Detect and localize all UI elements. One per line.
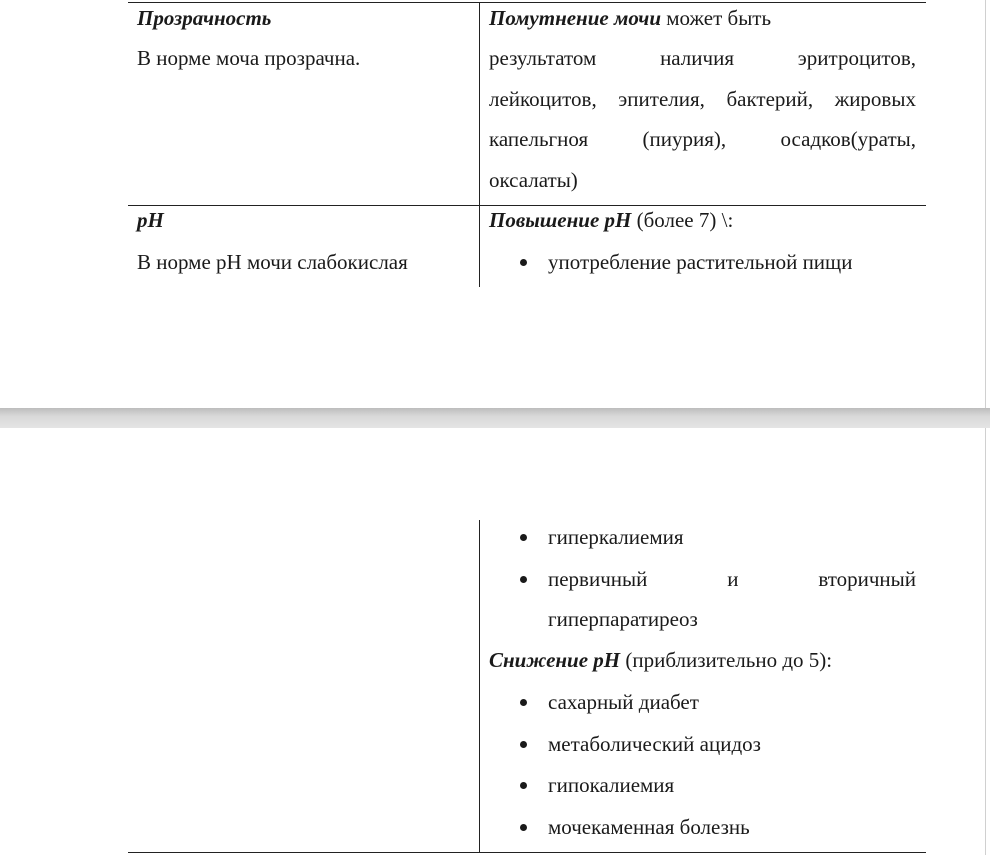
ph-decrease-item: сахарный диабет (548, 690, 699, 714)
ph-increase-heading (489, 210, 733, 231)
table-column-divider (479, 2, 480, 287)
bullet-icon (520, 824, 527, 831)
ph-decrease-heading (489, 650, 832, 671)
word: вторичный (818, 567, 916, 591)
word: лейкоцитов, (489, 87, 597, 111)
bullet-icon (520, 534, 527, 541)
cloudy-urine-heading (489, 8, 771, 29)
ph-decrease-item: гипокалиемия (548, 773, 675, 797)
word: наличия (660, 46, 734, 70)
row-transparency-title: Прозрачность (137, 6, 272, 30)
word: (пиурия), (642, 127, 727, 151)
ph-increase-rest: (более 7) \: (631, 208, 734, 232)
ph-decrease-item: метаболический ацидоз (548, 732, 761, 756)
document-page-1 (0, 0, 986, 408)
table-column-divider (479, 520, 480, 852)
word: жировых (834, 87, 916, 111)
word: первичный (548, 567, 648, 591)
cloudy-urine-line-2 (489, 89, 916, 110)
bullet-icon (520, 576, 527, 583)
ph-increase-lead: Повышение pH (489, 208, 632, 232)
ph-increase-item: гиперкалиемия (548, 525, 684, 549)
cloudy-urine-lead-rest: может быть (661, 6, 772, 30)
row-divider (128, 205, 926, 206)
bullet-icon (520, 259, 527, 266)
row-ph-title: pH (137, 208, 164, 232)
ph-increase-item-hyperpara (548, 569, 916, 590)
ph-decrease-lead: Снижение pH (489, 648, 621, 672)
word: эритроцитов, (797, 46, 916, 70)
table-top-border (128, 2, 926, 3)
word: осадков(ураты, (780, 127, 916, 151)
cloudy-urine-line-4: оксалаты) (489, 168, 578, 192)
row-ph-norm: В норме pH мочи слабокислая (137, 250, 408, 274)
word: эпителия, (618, 87, 705, 111)
cloudy-urine-line-3 (489, 129, 916, 150)
cloudy-urine-lead: Помутнение мочи (489, 6, 662, 30)
bullet-icon (520, 699, 527, 706)
ph-decrease-rest: (приблизительно до 5): (620, 648, 833, 672)
bullet-icon (520, 741, 527, 748)
word: результатом (489, 46, 597, 70)
bullet-icon (520, 782, 527, 789)
ph-decrease-item: мочекаменная болезнь (548, 815, 750, 839)
ph-increase-item: употребление растительной пищи (548, 250, 853, 274)
document-page-2 (0, 428, 986, 855)
ph-increase-item-hyperpara-cont: гиперпаратиреоз (548, 607, 698, 631)
table-bottom-border (128, 852, 926, 853)
word: бактерий, (726, 87, 814, 111)
word: и (727, 567, 739, 591)
row-transparency-norm: В норме моча прозрачна. (137, 46, 361, 70)
word: капельгноя (489, 127, 589, 151)
page-separator (0, 408, 990, 428)
cloudy-urine-line-1 (489, 48, 916, 69)
